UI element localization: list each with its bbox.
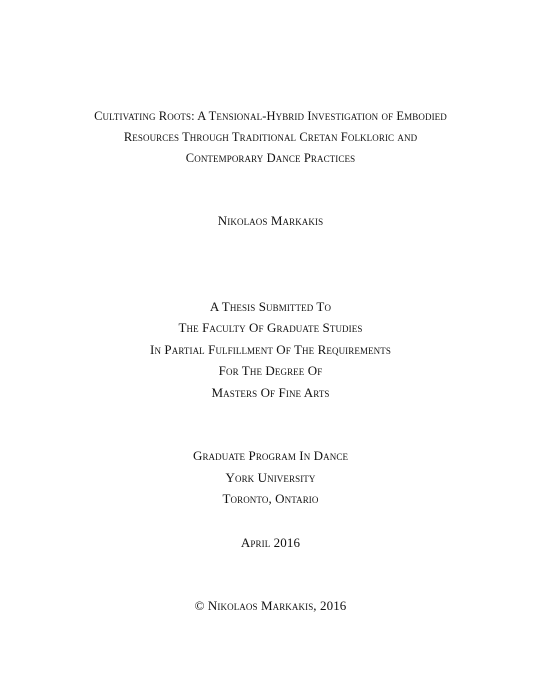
program-name: Graduate Program In Dance [192,448,349,463]
submission-line-5: Masters Of Fine Arts [211,385,330,400]
submission-date: April 2016 [240,535,301,550]
submission-line-4: For The Degree Of [218,363,323,378]
submission-line-3: In Partial Fulfillment Of The Requirements [150,342,391,357]
thesis-title-line-3: Contemporary Dance Practices [185,151,356,165]
university-name: York University [225,470,316,485]
submission-line-2: The Faculty Of Graduate Studies [178,320,363,335]
author-name: Nikolaos Markakis [217,213,324,228]
thesis-title-line-2: Resources Through Traditional Cretan Folkloric and [123,130,418,144]
submission-line-1: A Thesis Submitted To [209,299,332,314]
university-location: Toronto, Ontario [222,491,319,506]
copyright-notice: © Nikolaos Markakis, 2016 [194,598,347,613]
thesis-title-line-1: Cultivating Roots: A Tensional-Hybrid Investigation of Embodied [94,109,447,123]
